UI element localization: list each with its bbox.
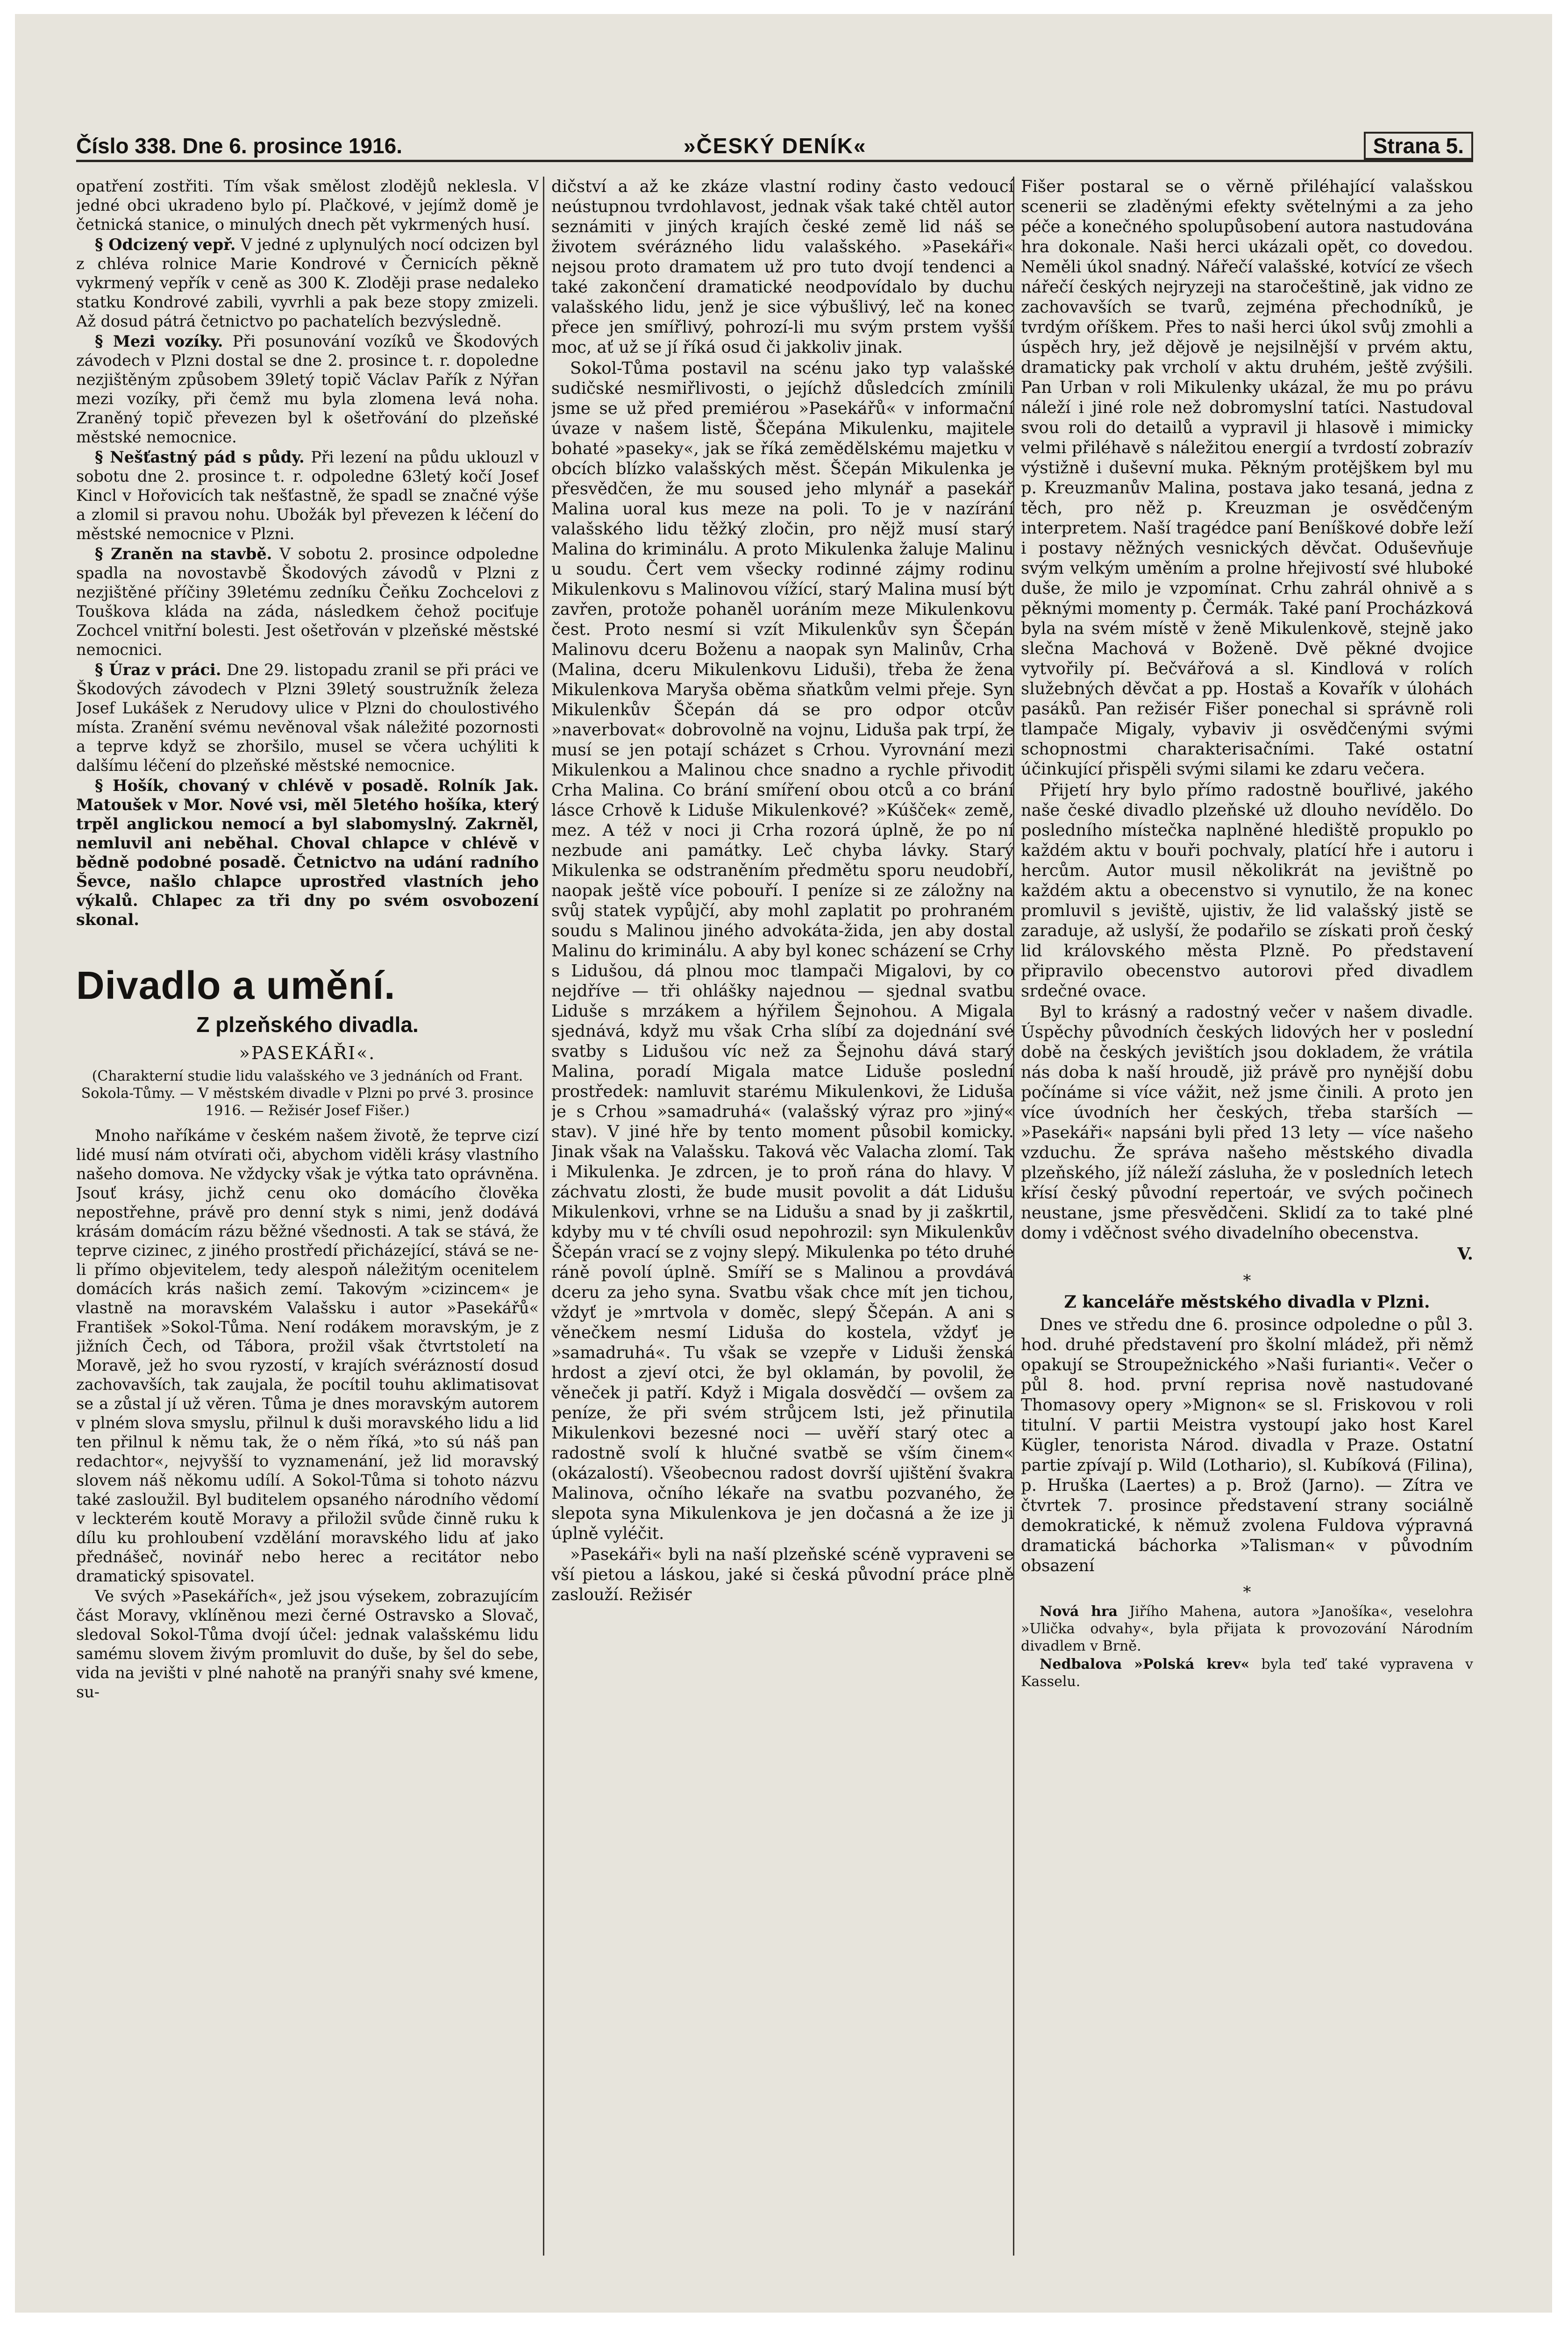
news-item: § Zraněn na stavbě. V sobotu 2. prosince odpoledne spadla na novostavbě Škodových závodů v Plzni z nezjištěné příčiny 39letému zedníku Čeňku Zochcelovi z Touškova kláda na záda, následkem čehož pociťuje Zochcel vnitřní bolesti. Jest ošetřován v plzeňské městské nemocnici. [76,545,539,659]
review-paragraph: Mnoho naříkáme v českém našem životě, že teprve cizí lidé musí nám otvírati oči, abychom viděli krásy vlastního našeho domova. Ne vždycky však je výtka tato oprávněna. Jsouť krásy, jichž cenu oko domácího člověka nepostřehne, právě pro denní styk s nimi, jenž dodává krásám domácím rázu běžné všednosti. A tak se stává, že teprve cizinec, z jiného prostředí přicházející, stává se ne-li přímo objevitelem, tedy alespoň náležitým ocenitelem domácích krás našich zemí. Takovým »cizincem« je vlastně na moravském Valašsku i autor »Pasekářů« František »Sokol-Tůma. Není rodákem moravským, je z jižních Čech, od Tábora, prožil však čtvrtstoletí na Moravě, jež ho svou ryzostí, v krajích svérázností dosud zachovavších, tak zaujala, že pocítil touhu aklimatisovat se a zůstal jí už věren. Tůma je dnes moravským autorem v plném slova smyslu, přilnul k duši moravského lidu a lid ten přilnul k němu tak, že o něm říká, »to sú náš pan redachtor«, nejvyšší to vyznamenání, jež lid moravský slovem náš někomu udílí. A Sokol-Tůma si tohoto názvu také zasloužil. Byl buditelem opsaného národního vědomí v leckterém koutě Moravy a přiložil svůde činně ruku k dílu ku prohloubení vzdělání moravského lidu ať jako přednášeč, novinář nebo herec a recitátor nebo dramatický spisovatel. [76,1126,539,1585]
page-header [76,132,1473,162]
news-item: § Mezi vozíky. Při posunování vozíků ve Škodových závodech v Plzni dostal se dne 2. prosince t. r. dopoledne nezjištěným způsobem 39letý topič Václav Pařík z Nýřan mezi vozíky, při čemž mu byla zlomena levá noha. Zraněný topič převezen byl k ošetřování do plzeňské městské nemocnice. [76,332,539,446]
review-paragraph: dičství a až ke zkáze vlastní rodiny často vedoucí neústupnou tvrdohlavost, jednak však také chtěl autor seznámiti v jiných krajích české země lid náš se životem svérázného lidu valašského. »Pasekáři« nejsou proto dramatem už pro tuto dvojí tendenci a také zakončení dramatické neodpovídalo by duchu valašského lidu, jenž je sice výbušlivý, leč na konec přece jen smířlivý, pohrozí-li mu svým prstem vyšší moc, ať už se jí říká osud či jakkoliv jinak. [551,177,1014,357]
review-paragraph: »Pasekáři« byli na naší plzeňské scéně vypraveni se vší pietou a láskou, jaké si česká původní práce plně zaslouží. Režisér [551,1545,1014,1604]
section-title: Divadlo a umění. [76,963,396,1007]
asterisk-divider: * [1243,1583,1251,1602]
review-paragraph: Sokol-Tůma postavil na scénu jako typ valašské sudičské nesmiřlivosti, o jejíchž důsledcích zmínili jsme se už před premiérou »Pasekářů« v informační úvaze v našem listě, Ščepána Mikulenku, majitele bohaté »paseky«, jak se říká zemědělskému majetku v obcích blízko valašských měst. Ščepán Mikulenka je přesvědčen, že mu soused jeho mlynář a pasekář Malina uoral kus meze na poli. To je v nazírání valašského lidu těžký zločin, pro nějž musí starý Malina do kriminálu. A proto Mikulenka žaluje Malinu u soudu. Čert vem všecky rodinné zájmy rodinu Mikulenkovu s Malinovou vížící, starý Malina musí být zavřen, protože pohaněl uoráním meze Mikulenkovu čest. Proto nesmí si vzít Mikulenkův syn Ščepán Malinovu dceru Boženu a naopak syn Malinův, Crha (Malina, dceru Mikulenkovu Liduši), třeba že žena Mikulenkova Maryša oběma sňatkům velmi přeje. Syn Mikulenkův Ščepán dá se pro odpor otcův »naverbovat« dobrovolně na vojnu, Liduša pak trpí, že musí se jen potají scházet s Crhou. Vyrovnání mezi Mikulenkou a Malinou chce snadno a rychle přivodit Crha Malina. Co brání smíření obou otců a co brání lásce Crhově k Liduše Mikulenkové? »Kúšček« země, mez. A též v noci ji Crha rozorá úplně, že po ní nezbude ani památky. Leč chyba lávky. Starý Mikulenka se odstraněním předmětu sporu neudobří, naopak ještě více pobouří. I peníze si ze záložny na svůj statek vypůjčí, aby mohl zaplatit po prohraném soudu s Malinou jiného advokáta-žida, jen aby dostal Malinu do kriminálu. A aby byl konec scházení se Crhy s Lidušou, dá plnou moc tlampači Migalovi, by co nejdříve — tři ohlášky najednou — sjednal svatbu Liduše s mrzákem a hýřilem Šejnohou. A Migala sjednává, když mu však Crha slíbí za dojednání své svatby s Lidušou víc než za Šejnohu dává starý Malina, poradí Migala matce Liduše poslední prostředek: namluvit starému Mikulenkovi, že Liduša je s Crhou »samadruhá« (valašský výraz pro »jiný« stav). V jiné hře by tento moment působil komicky. Jinak však na Valašsku. Taková věc Valacha zlomí. Tak i Mikulenka. Je zdrcen, je to proň rána do hlavy. V záchvatu zlosti, že bude musit povolit a dát Lidušu Mikulenkovi, vrhne se na Lidušu a snad by ji zaškrtil, kdyby mu v té chvíli osud nepohrozil: syn Mikulenkův Ščepán vrací se z vojny slepý. Mikulenka po této druhé ráně povolí úplně. Smíří se s Malinou a provdává dceru za jeho syna. Svatbu však chce mít jen tichou, vždyť je »mrtvola v doměc, slepý Ščepán. A ani s věnečkem nesmí Liduša do kostela, vždyť je »samadruhá«. Tu však se vzepře v Liduši ženská hrdost a zjeví otci, že byl oklamán, by povolil, že věneček ji patří. Když i Migala dosvědčí — ovšem za peníze, že při svém strůjcem lsti, jež přinutila Mikulenkovi bezesné noci — uvěří starý otec a radostně svolí k hlučné svatbě se vším činem« (okázalostí). Všeobecnou radost dovrší ujištění švakra Malinova, očního lékaře na svatbu pozvaného, že slepota syna Mikulenkova je jen dočasná a že ize ji úplně vyléčit. [551,359,1014,1543]
column-1 [76,177,539,2256]
play-note: (Charakterní studie lidu valašského ve 3 jednáních od Frant. Sokola-Tůmy. — V městském divadle v Plzni po prvé 3. prosince 1916. — Režisér Josef Fišer.) [81,1068,534,1119]
short-note: Nová hra Jiřího Mahena, autora »Janošíka«, veselohra »Ulička odvahy«, byla přijata k provozování Národním divadlem v Brně. [1021,1603,1473,1654]
theatre-office-title: Z kanceláře městského divadla v Plzni. [1064,1292,1430,1312]
review-paragraph: Ve svých »Pasekářích«, jež jsou výsekem, zobrazujícím část Moravy, vklíněnou mezi černé Ostravsko a Slovač, sledoval Sokol-Tůma dvojí účel: jednak valašskému lidu samému slovem živým promluvit do duše, by šel do sebe, vida na jevišti v plné nahotě na pranýři snahy své kmene, su- [76,1587,539,1701]
column-3 [1021,177,1473,2256]
review-paragraph: Přijetí hry bylo přímo radostně bouřlivé, jakého naše české divadlo plzeňské už dlouho nevídělo. Do posledního místečka naplněné hlediště propuklo po každém aktu v bouři pochvaly, platící hře i autoru i hercům. Autor musil několikrát na jevištně po každém aktu a obecenstvo si vynutilo, že na konec promluvil s jeviště, ujistiv, že lid valašský jistě se zaraduje, až uslyší, že podařilo se získati proň český lid královského města Plzně. Po představení připravilo obecenstvo autorovi před divadlem srdečné ovace. [1021,781,1473,1001]
news-item: § Nešťastný pád s půdy. Při lezení na půdu uklouzl v sobotu dne 2. prosince t. r. odpoledne 63letý kočí Josef Kincl v Hořovicích tak nešťastně, že spadl se značné výše a zlomil si pravou nohu. Ubožák byl převezen k léčení do městské nemocnice v Plzni. [76,448,539,543]
play-title: »PASEKÁŘI«. [239,1043,376,1063]
short-note: Nedbalova »Polská krev« byla teď také vypravena v Kasselu. [1021,1656,1473,1690]
section-subtitle: Z plzeňského divadla. [196,1012,419,1037]
column-rule-1 [543,177,544,2256]
news-item: § Hošík, chovaný v chlévě v posadě. Rolník Jak. Matoušek v Mor. Nové vsi, měl 5letého hošíka, který trpěl anglickou nemocí a byl slabomyslný. Zakrněl, nemluvil ani neběhal. Choval chlapce v chlévě v bědně podobné posadě. Četnictvo na udání radního Ševce, našlo chlapce uprostřed vlastních jeho výkalů. Chlapec za tři dny po svém osvobození skonal. [76,776,539,929]
news-item: § Odcizený vepř. V jedné z uplynulých nocí odcizen byl z chléva rolnice Marie Kondrové v Černicích pěkně vykrmený vepřík v ceně as 300 K. Zloději prase nedaleko statku Kondrové zabili, vyvrhli a pak beze stopy zmizeli. Až dosud pátrá četnictvo po pachatelích bezvýsledně. [76,235,539,330]
author-signoff: V. [1457,1245,1473,1264]
review-paragraph: Byl to krásný a radostný večer v našem divadle. Úspěchy původních českých lidových her v poslední době na českých jevištích jsou dokladem, že vrátila nás doba k naší hroudě, již právě pro nynější dobu počínáme si více vážit, než jsme činili. A proto jen více úvodních her českých, třeba starších — »Pasekáři« napsáni byli před 13 lety — více našeho vzduchu. Že správa našeho městského divadla plzeňského, jíž náleží zásluha, že v posledních letech křísí český původní repertoár, ve svých počinech neustane, jsme přesvědčeni. Sklidí za to také plné domy i vděčnost svého divadelního obecenstva. [1021,1003,1473,1243]
theatre-office-text: Dnes ve středu dne 6. prosince odpoledne o půl 3. hod. druhé představení pro školní mládež, při němž opakují se Stroupežnického »Naši furianti«. Večer o půl 8. hod. první reprisa nově nastudované Thomasovy opery »Mignon« se sl. Friskovou v roli titulní. V partii Meistra vystoupí jako host Karel Kügler, tenorista Národ. divadla v Praze. Ostatní partie zpívají p. Wild (Lothario), sl. Kubíková (Filina), p. Hruška (Laertes) a p. Brož (Jarno). — Zítra ve čtvrtek 7. prosince představení strany sociálně demokratické, k němuž zvolena Fuldova výpravná dramatická báchorka »Talisman« v původním obsazení [1021,1315,1473,1575]
asterisk-divider: * [1243,1271,1251,1290]
news-item: opatření zostřiti. Tím však smělost zlodějů nekleslа. V jedné obci ukradeno bylo pí. Plačkové, v jejímž domě je četnická stanice, o minulých dnech pět vykrmených husí. [76,177,539,234]
issue-date: Číslo 338. Dne 6. prosince 1916. [76,134,402,158]
newspaper-title: »ČESKÝ DENÍK« [684,134,867,158]
review-paragraph: Fišer postaral se o věrně přiléhající valašskou scenerii se zladěnými efekty světelnými a za jeho péče a konečného spolupůsobení autora nastudována hra dokonale. Naši herci ukázali opět, co dovedou. Neměli úkol snadný. Nářečí valašské, kotvící ze všech nářečí českých nejryzeji na staročeštině, jak vidno ze zachovavších se tvarů, zejména přechodníků, je tvrdým oříškem. Přes to naši herci úkol svůj zmohli a úspěch hry, jež dějově je nejsilnější v prvém aktu, dramaticky pak vrcholí v aktu druhém, ještě zvýšili. Pan Urban v roli Mikulenky ukázal, že mu po právu náleží i jiné role než dobromyslní tatíci. Nastudoval svou roli do detailů a vypravil ji hlasově i mimicky velmi přiléhavě s náležitou energií a tvrdostí zobrazív výstižně i duševní muka. Pěkným protějškem byl mu p. Kreuzmanův Malina, postava jako tesaná, jedna z těch, pro něž p. Kreuzman je osvědčeným interpretem. Naší tragédce paní Beníškové dobře leží i postavy něžných vesnických děvčat. Oduševňuje svým velkým uměním a prolne hřejivostí své hluboké duše, že milo je vzpomínat. Crhu zahrál ohnivě a s pěknými momenty p. Čermák. Také paní Procházková byla na svém místě v ženě Mikulenkově, stejně jako slečna Machová v Boženě. Dvě pěkné dvojice vytvořily pí. Bečvářová a sl. Kindlová v rolích služebných děvčat a pp. Hostaš a Kovařík v úlohách pasáků. Pan režisér Fišer ponechal si správně roli tlampače Migaly, vybaviv ji osvědčenými svými schopnostmi charakterisačními. Také ostatní účinkující přispěli svými silami ke zdaru večera. [1021,177,1473,779]
page-number: Strana 5. [1364,132,1473,160]
column-2 [551,177,1014,2256]
news-item: § Úraz v práci. Dne 29. listopadu zranil se při práci ve Škodových závodech v Plzni 39letý soustružník železa Josef Lukášek z Nerudovy ulice v Plzni do choulostivého místa. Zranění svému nevěnoval však náležité pozornosti a teprve když se zhoršilo, musel se včera uchýliti k dalšímu léčení do plzeňské městské nemocnice. [76,661,539,775]
